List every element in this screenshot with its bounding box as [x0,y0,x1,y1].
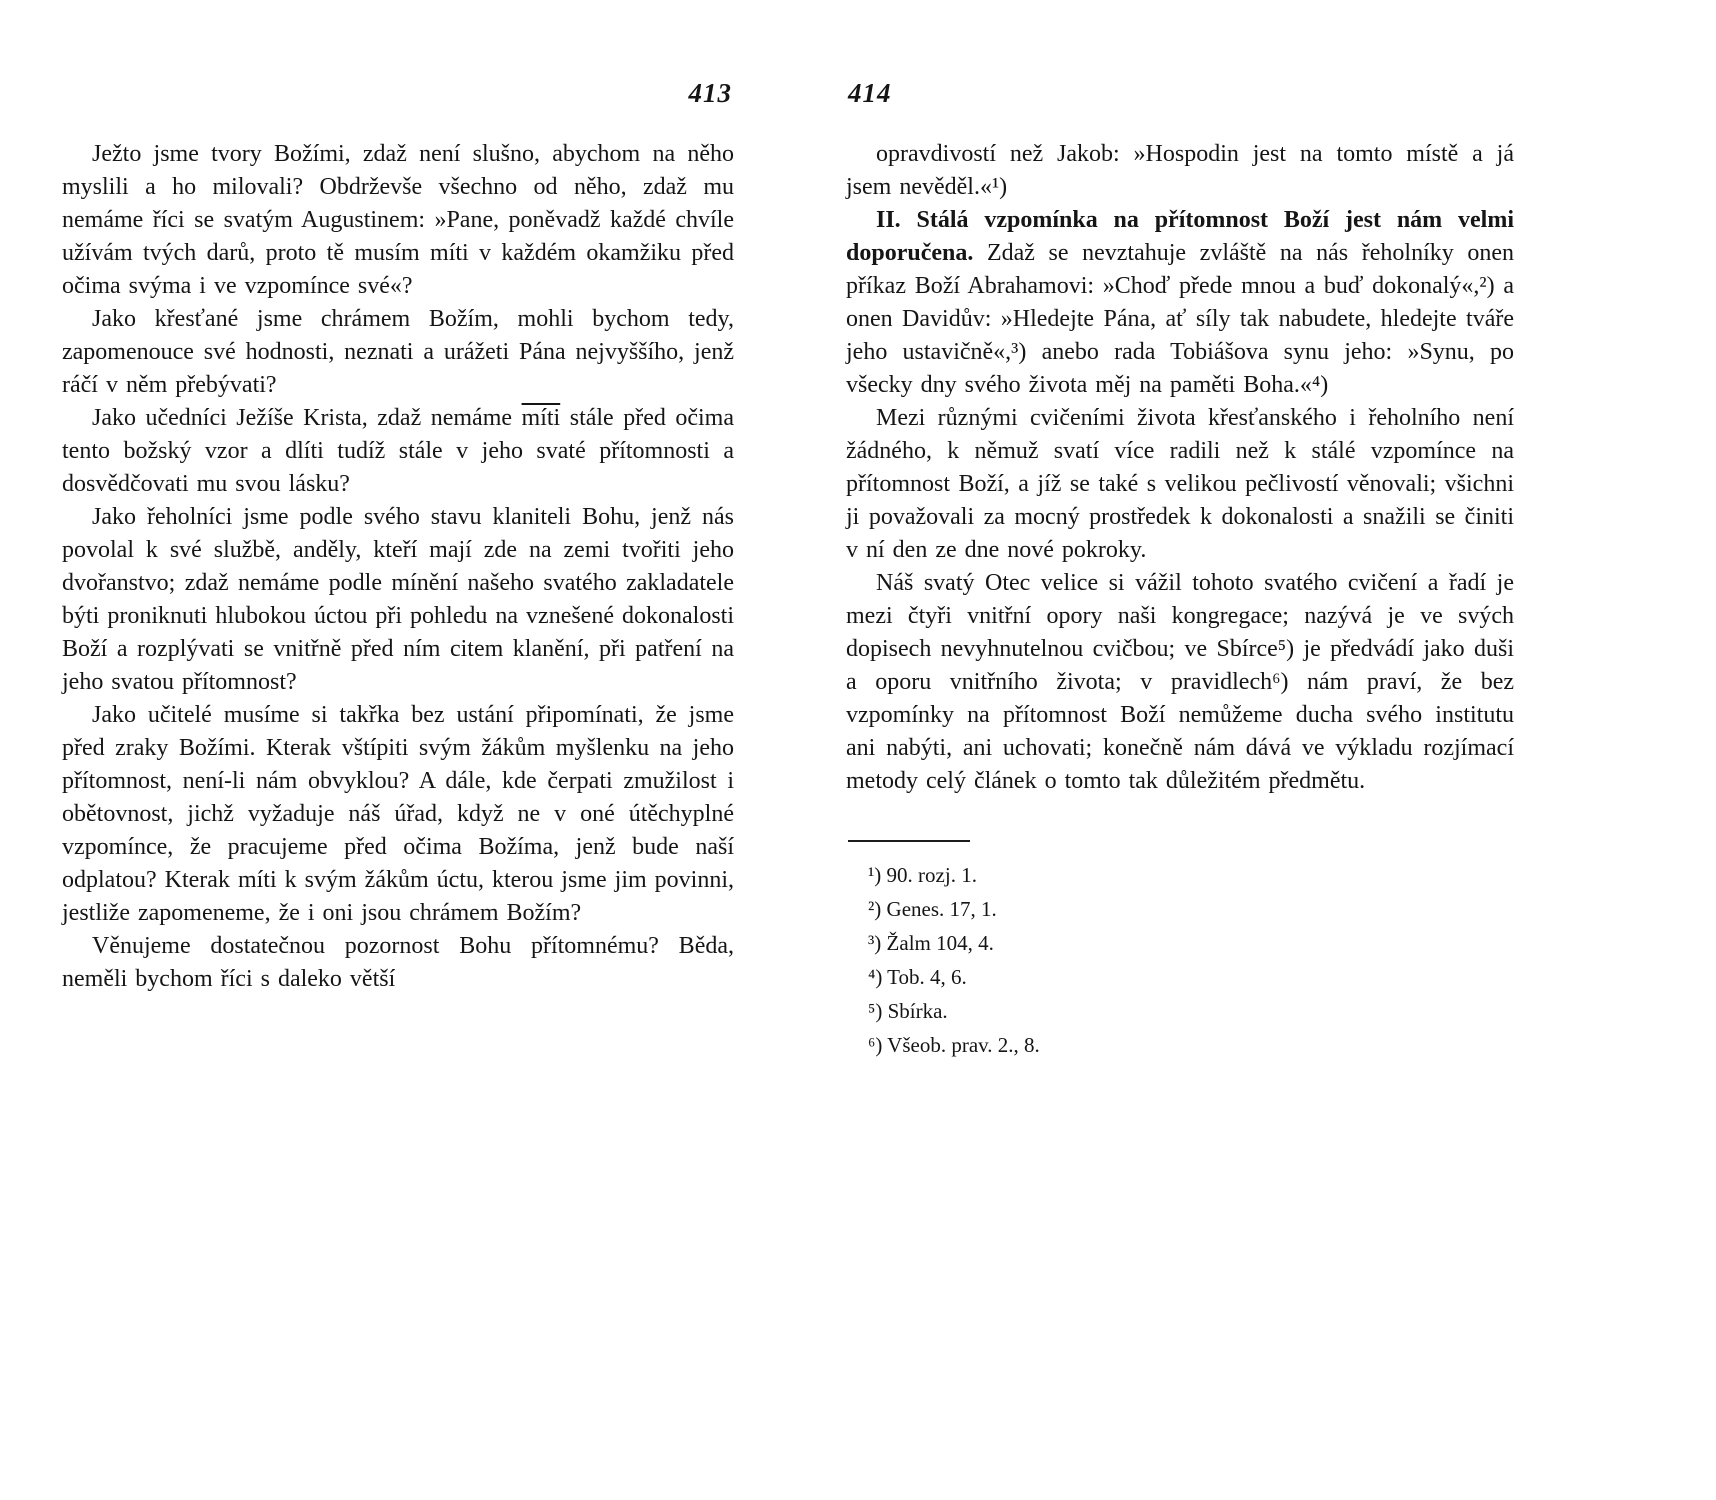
footnote: ⁴) Tob. 4, 6. [868,965,967,989]
paragraph-text: Jako učedníci Ježíše Krista, zdaž nemáme [92,405,522,431]
body-paragraph: Náš svatý Otec velice si vážil tohoto svatého cvičení a řadí je mezi čtyři vnitřní opory naši kongregace; nazývá je ve svých dopisech nevyhnutelnou cvičbou; ve Sbírce⁵) je předvádí jako duši a oporu vnitřního života; v pravidlech⁶) nám praví, že bez vzpomínky na přítomnost Boží nemůžeme ducha svého institutu ani nabýti, ani uchovati; konečně nám dává ve výkladu rozjímací metody celý článek o tomto tak důležitém předmětu. [846,570,1514,794]
footnote: ¹) 90. rozj. 1. [868,863,977,887]
body-paragraph: Mezi různými cvičeními života křesťanského i řeholního není žádného, k němuž svatí více radili než k stálé vzpomínce na přítomnost Boží, a jíž se také s velikou pečlivostí věnovali; všichni ji považovali za mocný prostředek k dokonalosti a snažili se činiti v ní den ze dne nové pokroky. [846,405,1514,563]
body-paragraph: Věnujeme dostatečnou pozornost Bohu přítomnému? Běda, neměli bychom říci s daleko větší [62,933,734,992]
section-heading: II. Stálá vzpomínka na přítomnost Boží jest nám velmi doporučena. [846,207,1514,266]
section-paragraph [846,204,1514,402]
footnote: ³) Žalm 104, 4. [868,931,994,955]
footnote: ²) Genes. 17, 1. [868,897,997,921]
body-paragraph: Jako křesťané jsme chrámem Božím, mohli bychom tedy, zapomenouce své hodnosti, neznati a urážeti Pána nejvyššího, jenž ráčí v něm přebývati? [62,306,734,398]
footnotes-section [846,840,1514,1062]
paragraph-text: stále před očima tento božský vzor a dlíti tudíž stále v jeho svaté přítomnosti a dosvědčovati mu svou lásku? [62,405,735,497]
footnote: ⁵) Sbírka. [868,999,948,1023]
footnote: ⁶) Všeob. prav. 2., 8. [868,1033,1040,1057]
overlined-word: míti [521,405,561,431]
page-number-right: 414 [848,78,892,108]
body-paragraph: opravdivostí než Jakob: »Hospodin jest na tomto místě a já jsem nevěděl.«¹) [846,141,1514,200]
page-number-left: 413 [688,78,732,108]
body-paragraph: Jako řeholníci jsme podle svého stavu klaniteli Bohu, jenž nás povolal k své službě, anděly, kteří mají zde na zemi tvořiti jeho dvořanstvo; zdaž nemáme podle mínění našeho svatého zakladatele býti proniknuti hlubokou úctou při pohledu na vznešené dokonalosti Boží a rozplývati se vnitřně před ním citem klanění, při patření na jeho svatou přítomnost? [62,504,734,695]
paragraph-text: Zdaž se nevztahuje zvláště na nás řeholníky onen příkaz Boží Abrahamovi: »Choď přede mnou a buď dokonalý«,²) a onen Davidův: »Hledejte Pána, ať síly tak nabudete, hledejte tváře jeho ustavičně«,³) anebo rada Tobiášova synu jeho: »Synu, po všecky dny svého života měj na paměti Boha.«⁴) [846,240,1514,398]
body-paragraph [62,402,734,501]
footnote-rule [848,840,970,842]
page-left [62,78,734,996]
page-right-body [846,138,1514,798]
body-paragraph: Jako učitelé musíme si takřka bez ustání připomínati, že jsme před zraky Božími. Kterak vštípiti svým žákům myšlenku na jeho přítomnost, není-li nám obvyklou? A dále, kde čerpati zmužilost i obětovnost, jichž vyžaduje náš úřad, když ne v oné útěchyplné vzpomínce, že pracujeme před očima Božíma, jenž bude naší odplatou? Kterak míti k svým žákům úctu, kterou jsme jim povinni, jestliže zapomeneme, že i oni jsou chrámem Božím? [62,702,734,926]
page-right [846,78,1514,1062]
page-left-body [62,138,734,996]
body-paragraph: Ježto jsme tvory Božími, zdaž není slušno, abychom na něho myslili a ho milovali? Obdrževše všechno od něho, zdaž mu nemáme říci se svatým Augustinem: »Pane, poněvadž každé chvíle užívám tvých darů, proto tě musím míti v každém okamžiku před očima svýma i ve vzpomínce své«? [62,141,734,299]
